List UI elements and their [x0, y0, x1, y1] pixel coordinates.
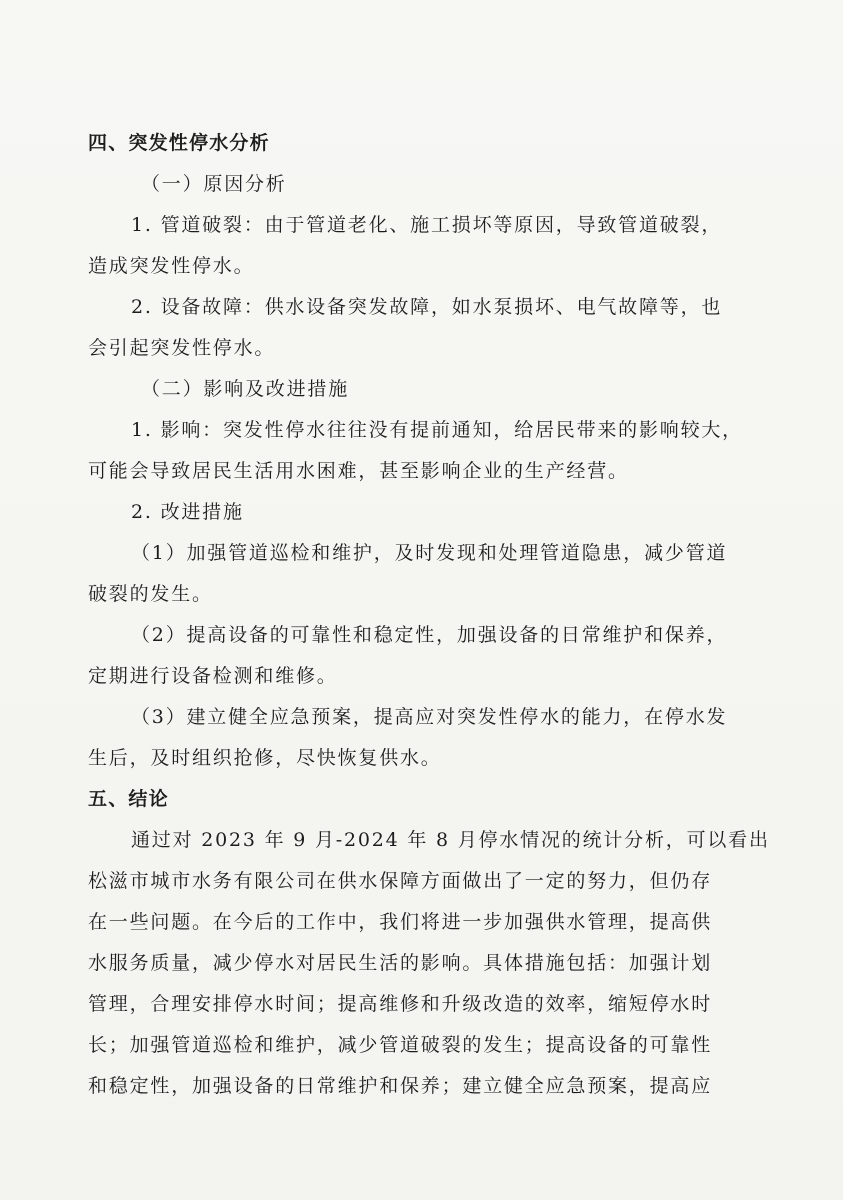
paragraph-line: 1. 管道破裂：由于管道老化、施工损坏等原因，导致管道破裂，	[131, 214, 723, 236]
paragraph-line: 1. 影响：突发性停水往往没有提前通知，给居民带来的影响较大，	[131, 419, 743, 441]
paragraph-line: 定期进行设备检测和维修。	[88, 665, 338, 687]
paragraph-line: 和稳定性，加强设备的日常维护和保养；建立健全应急预案，提高应	[88, 1075, 713, 1097]
subheading-impact-measures: （二）影响及改进措施	[141, 378, 350, 400]
subheading-cause-analysis: （一）原因分析	[141, 173, 287, 195]
paragraph-line: 可能会导致居民生活用水困难，甚至影响企业的生产经营。	[88, 460, 629, 482]
paragraph-line: 长；加强管道巡检和维护，减少管道破裂的发生；提高设备的可靠性	[88, 1034, 713, 1056]
section-title-5: 五、结论	[88, 788, 169, 810]
document-body	[88, 123, 770, 1107]
paragraph-line: （3）建立健全应急预案，提高应对突发性停水的能力，在停水发	[131, 706, 728, 728]
paragraph-line: 管理，合理安排停水时间；提高维修和升级改造的效率，缩短停水时	[88, 993, 713, 1015]
paragraph-line: （1）加强管道巡检和维护，及时发现和处理管道隐患，减少管道	[131, 542, 728, 564]
paragraph-line: 造成突发性停水。	[88, 255, 255, 277]
paragraph-line: 在一些问题。在今后的工作中，我们将进一步加强供水管理，提高供	[88, 911, 713, 933]
section-title-4: 四、突发性停水分析	[88, 132, 270, 154]
paragraph-line: 破裂的发生。	[88, 583, 213, 605]
paragraph-line: 生后，及时组织抢修，尽快恢复供水。	[88, 747, 442, 769]
paragraph-line: 2. 设备故障：供水设备突发故障，如水泵损坏、电气故障等，也	[131, 296, 723, 318]
paragraph-line: 通过对 2023 年 9 月-2024 年 8 月停水情况的统计分析，可以看出	[131, 829, 770, 851]
paragraph-line: 会引起突发性停水。	[88, 337, 276, 359]
paragraph-line: 水服务质量，减少停水对居民生活的影响。具体措施包括：加强计划	[88, 952, 713, 974]
paragraph-line: 松滋市城市水务有限公司在供水保障方面做出了一定的努力，但仍存	[88, 870, 713, 892]
paragraph-line: （2）提高设备的可靠性和稳定性，加强设备的日常维护和保养，	[131, 624, 728, 646]
measures-heading: 2. 改进措施	[131, 501, 244, 523]
